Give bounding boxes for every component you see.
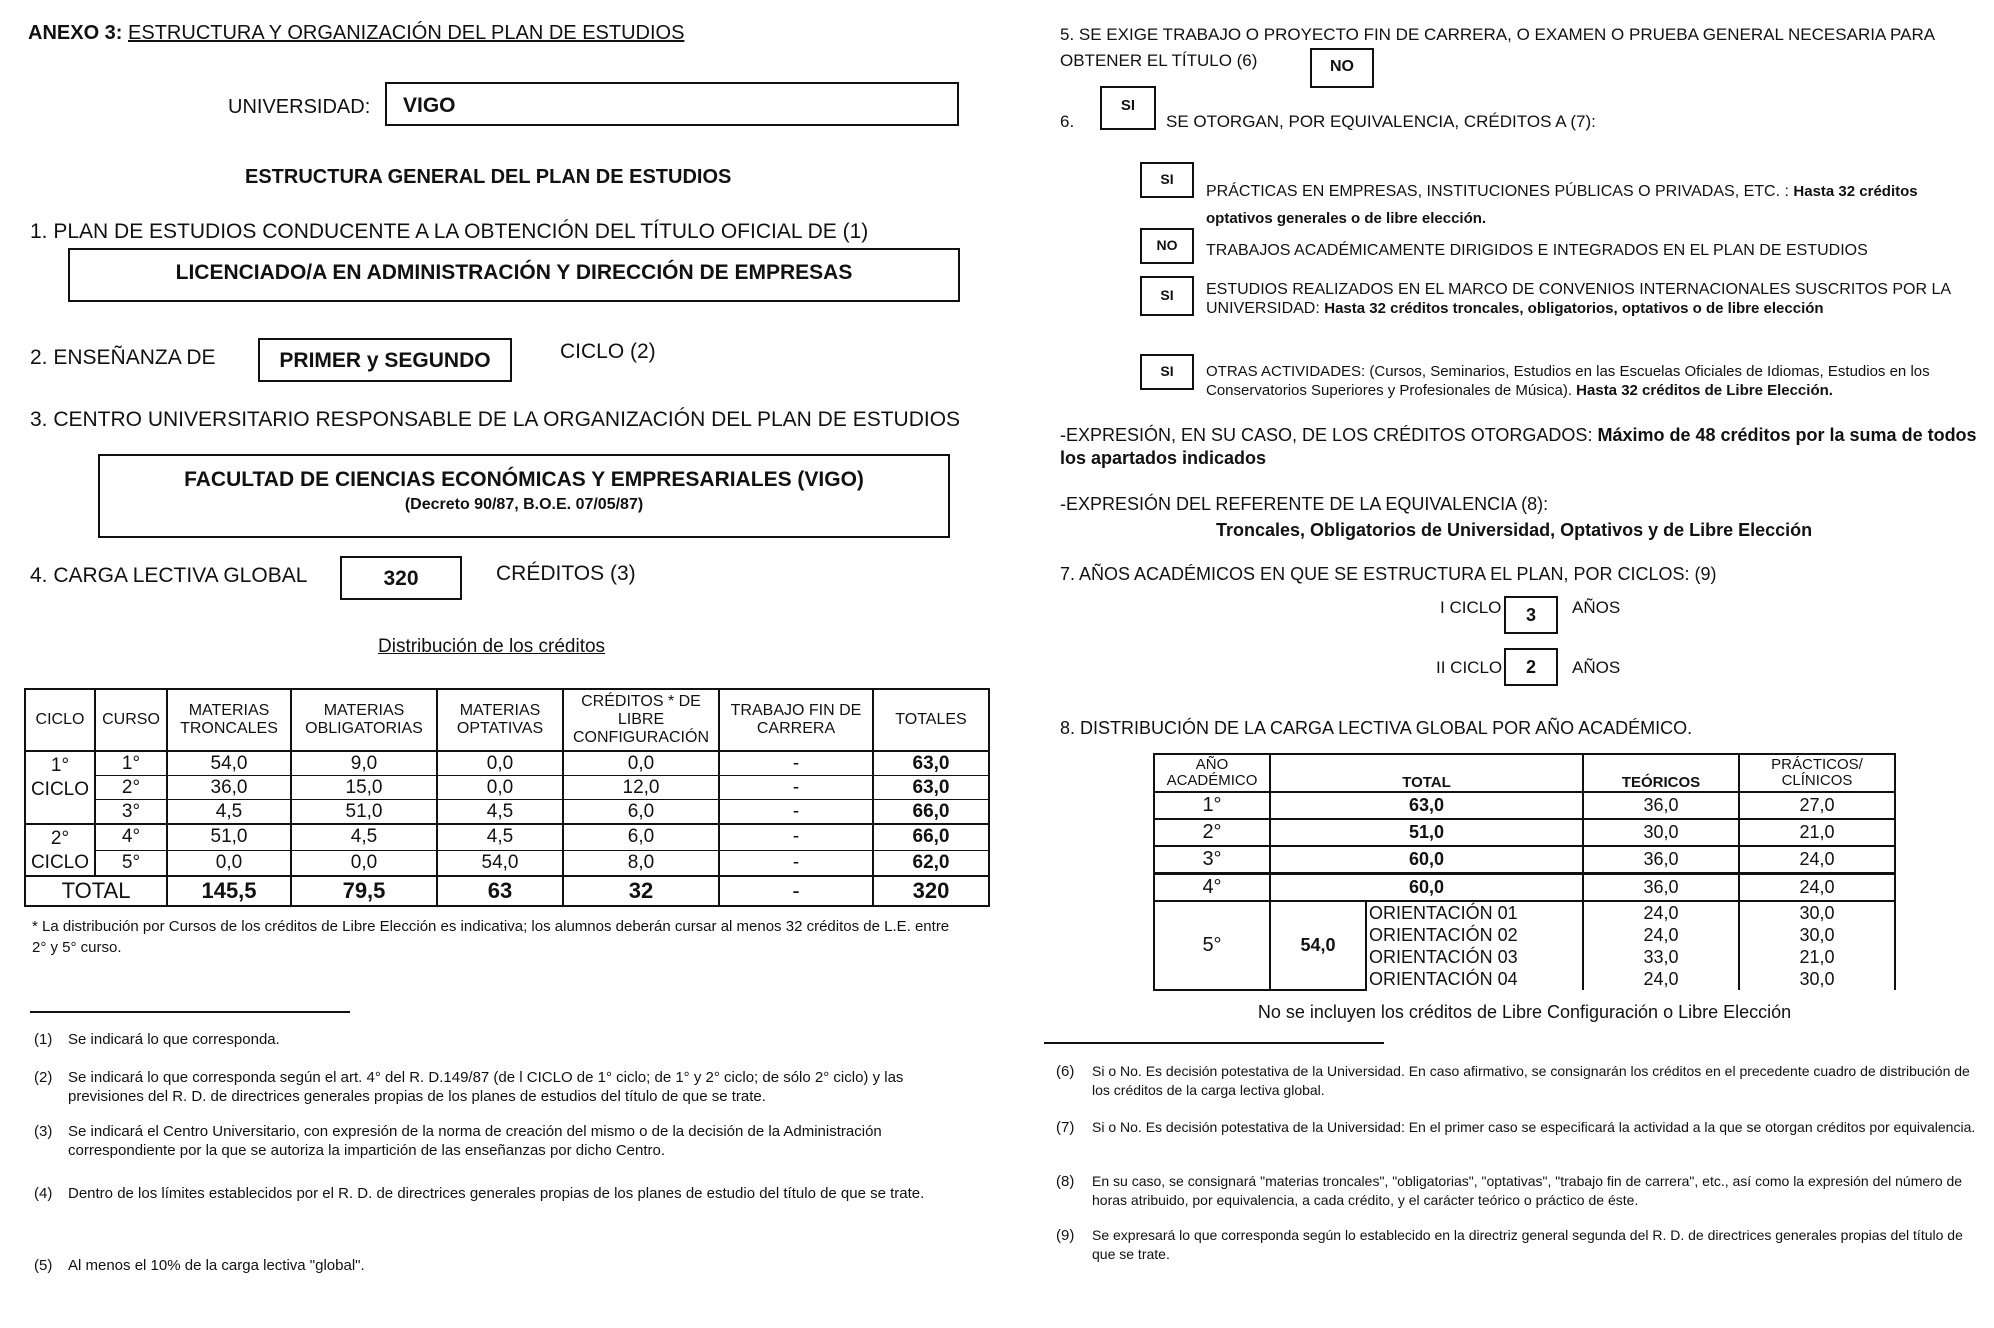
table-row (25, 751, 989, 776)
global-credits: 320 (383, 567, 419, 590)
footnote-number: (3) (34, 1123, 53, 1140)
total-cell: 63,0 (1270, 792, 1583, 819)
university-value: VIGO (403, 94, 456, 117)
obligatorias-cell: 4,5 (291, 824, 437, 850)
footnote-text: Si o No. Es decisión potestativa de la Universidad. En caso afirmativo, se consignarán los créditos en el precedente cuadro de distribución de los créditos de la carga lectiva global. (1092, 1063, 1970, 1098)
table-row (25, 800, 989, 825)
cycle1-unit: AÑOS (1572, 598, 1621, 617)
troncales-cell: 51,0 (167, 824, 291, 850)
totales-cell: 66,0 (873, 824, 989, 850)
totales-cell: 63,0 (873, 776, 989, 800)
option3-text (1206, 280, 1988, 318)
option1-label: PRÁCTICAS EN EMPRESAS, INSTITUCIONES PÚBLICAS O PRIVADAS, ETC. : (1206, 183, 1789, 200)
footnote-number: (4) (34, 1185, 53, 1202)
option1-text (1206, 178, 1986, 232)
trabajo-cell: - (719, 751, 873, 776)
footnote-7 (1056, 1118, 1986, 1158)
footnote-text: Se expresará lo que corresponda según lo establecido en la directriz general segunda del R. D. de directrices generales propias del título de que se trate. (1092, 1227, 1963, 1262)
orientation-list (1366, 901, 1583, 990)
item1-label: 1. PLAN DE ESTUDIOS CONDUCENTE A LA OBTENCIÓN DEL TÍTULO OFICIAL DE (1) (30, 220, 869, 243)
total-cell: 51,0 (1270, 819, 1583, 846)
cycle1-cell: 1° CICLO (25, 751, 95, 824)
expression-referent-label: -EXPRESIÓN DEL REFERENTE DE LA EQUIVALENCIA (8): (1060, 494, 1549, 514)
footnote-text: En su caso, se consignará "materias troncales", "obligatorias", "optativas", "trabajo fin de carrera", etc., así como la expresión del número de horas atribuido, por equivalencia, a cada crédito, y el carácter teórico o práctico de éste. (1092, 1173, 1963, 1208)
trabajo-cell: - (719, 824, 873, 850)
optativas-cell: 54,0 (437, 850, 563, 876)
table-row (1154, 846, 1895, 874)
col-header-trabajo: TRABAJO FIN DE CARRERA (719, 689, 873, 751)
item6-box (1100, 86, 1156, 130)
table-row (25, 850, 989, 876)
teoricos-cell: 33,0 (1643, 947, 1679, 967)
totales-cell: 63,0 (873, 751, 989, 776)
item1-box (68, 248, 960, 302)
option3-value: SI (1160, 287, 1174, 303)
footnote-divider-right (1044, 1042, 1384, 1044)
annex-title: ESTRUCTURA Y ORGANIZACIÓN DEL PLAN DE ESTUDIOS (128, 22, 685, 44)
table-row (1154, 874, 1895, 902)
col-header-ciclo: CICLO (25, 689, 95, 751)
total-cell: 54,0 (1270, 901, 1366, 990)
table-row (1154, 819, 1895, 846)
cycle2-cell: 2° CICLO (25, 824, 95, 876)
practicos-cell: 21,0 (1799, 947, 1835, 967)
optativas-cell: 4,5 (437, 800, 563, 825)
optativas-cell: 0,0 (437, 751, 563, 776)
trabajo-cell: - (719, 800, 873, 825)
col-header-curso: CURSO (95, 689, 167, 751)
total-optativas: 63 (437, 876, 563, 906)
faculty-decree: (Decreto 90/87, B.O.E. 07/05/87) (404, 496, 644, 513)
teoricos-cell: 24,0 (1643, 969, 1679, 989)
table-row (1154, 792, 1895, 819)
obligatorias-cell: 0,0 (291, 850, 437, 876)
libre-cell: 8,0 (563, 850, 719, 876)
total-cell: 60,0 (1270, 846, 1583, 874)
option4-box (1140, 354, 1194, 390)
option2-box (1140, 228, 1194, 264)
libre-cell: 6,0 (563, 800, 719, 825)
item6-num: 6. (1060, 112, 1075, 131)
expression-referent-value: Troncales, Obligatorios de Universidad, Optativos y de Libre Elección (1216, 520, 1813, 540)
expression-credits-value: Máximo de 48 créditos por la suma de todos los apartados indicados (1060, 425, 1977, 468)
item2-label: 2. ENSEÑANZA DE (30, 346, 216, 369)
footnote-6 (1056, 1062, 1986, 1102)
optativas-cell: 0,0 (437, 776, 563, 800)
totales-cell: 62,0 (873, 850, 989, 876)
curso-cell: 3° (95, 800, 167, 825)
footnote-text: Se indicará el Centro Universitario, con expresión de la norma de creación del mismo o de la decisión de la Administración correspondiente por la que se autoriza la impartición de las enseñanzas por dicho Centro. (68, 1123, 882, 1159)
libre-cell: 6,0 (563, 824, 719, 850)
expression-credits (1060, 424, 1988, 470)
troncales-cell: 36,0 (167, 776, 291, 800)
totales-cell: 66,0 (873, 800, 989, 825)
col-header-total: TOTAL (1270, 754, 1583, 792)
table-row-fifth (1154, 901, 1895, 990)
year-cell: 4° (1154, 874, 1270, 902)
curso-cell: 2° (95, 776, 167, 800)
year-cell: 2° (1154, 819, 1270, 846)
obligatorias-cell: 51,0 (291, 800, 437, 825)
footnote-number: (8) (1056, 1173, 1075, 1190)
distribution-note: * La distribución por Cursos de los créditos de Libre Elección es indicativa; los alumnos deberán cursar al menos 32 créditos de L.E. entre 2° y 5° curso. (32, 918, 950, 956)
footnote-text: Se indicará lo que corresponda. (68, 1031, 280, 1048)
total-cell: 60,0 (1270, 874, 1583, 902)
item4-box (340, 556, 462, 600)
col-header-year: AÑO ACADÉMICO (1154, 754, 1270, 792)
year-cell: 5° (1154, 901, 1270, 990)
table-row (25, 824, 989, 850)
footnote-text: Dentro de los límites establecidos por el R. D. de directrices generales propias de los planes de estudio del título de que se trate. (68, 1185, 925, 1202)
option4-text (1206, 362, 1988, 400)
orientation-name: ORIENTACIÓN 03 (1369, 947, 1518, 967)
col-header-totales: TOTALES (873, 689, 989, 751)
footnote-8 (1056, 1172, 1986, 1212)
col-header-obligatorias: MATERIAS OBLIGATORIAS (291, 689, 437, 751)
cycle2-unit: AÑOS (1572, 658, 1621, 677)
troncales-cell: 54,0 (167, 751, 291, 776)
trabajo-cell: - (719, 776, 873, 800)
total-troncales: 145,5 (167, 876, 291, 906)
practicos-cell: 27,0 (1739, 792, 1895, 819)
faculty-name: FACULTAD DE CIENCIAS ECONÓMICAS Y EMPRESARIALES (VIGO) (184, 468, 864, 491)
footnote-number: (7) (1056, 1119, 1075, 1136)
footnote-text: Se indicará lo que corresponda según el art. 4° del R. D.149/87 (de l CICLO de 1° ciclo; de 1° y 2° ciclo; de sólo 2° ciclo) y las previsiones del R. D. de directrices generales propias de los planes de estudios del título de que se trate. (68, 1069, 904, 1105)
option3-label: ESTUDIOS REALIZADOS EN EL MARCO DE CONVENIOS INTERNACIONALES SUSCRITOS POR LA UNIVERSIDAD: (1206, 281, 1951, 317)
year-cell: 3° (1154, 846, 1270, 874)
cycle2-label: II CICLO (1436, 658, 1503, 677)
curso-cell: 4° (95, 824, 167, 850)
item5-box (1310, 48, 1374, 88)
total-trabajo: - (719, 876, 873, 906)
item2-suffix: CICLO (2) (560, 340, 656, 363)
footnote-4 (34, 1184, 974, 1224)
col-header-teoricos: TEÓRICOS (1583, 754, 1739, 792)
university-label: UNIVERSIDAD: (228, 96, 371, 118)
item6-text: SE OTORGAN, POR EQUIVALENCIA, CRÉDITOS A (7): (1166, 112, 1596, 131)
annex-heading (28, 22, 684, 45)
item4-label: 4. CARGA LECTIVA GLOBAL (30, 564, 308, 587)
footnote-text: Al menos el 10% de la carga lectiva "global". (68, 1257, 365, 1274)
year-table-note: No se incluyen los créditos de Libre Configuración o Libre Elección (1257, 1002, 1792, 1022)
university-box (385, 82, 959, 126)
cycle-value: PRIMER y SEGUNDO (279, 349, 491, 372)
optativas-cell: 4,5 (437, 824, 563, 850)
general-heading: ESTRUCTURA GENERAL DEL PLAN DE ESTUDIOS (245, 166, 732, 188)
footnote-number: (6) (1056, 1063, 1075, 1080)
total-label: TOTAL (25, 876, 167, 906)
col-header-practicos: PRÁCTICOS/ CLÍNICOS (1739, 754, 1895, 792)
option3-box (1140, 276, 1194, 316)
annex-label: ANEXO 3: (28, 22, 123, 44)
item4-suffix: CRÉDITOS (3) (496, 562, 636, 585)
footnote-number: (9) (1056, 1227, 1075, 1244)
libre-cell: 12,0 (563, 776, 719, 800)
total-row (25, 876, 989, 906)
option4-label: OTRAS ACTIVIDADES: (Cursos, Seminarios, Estudios en las Escuelas Oficiales de Idiomas, Estudios en los Conservatorios Superiores y Profesionales de Música). (1206, 363, 1930, 399)
teoricos-cell: 36,0 (1583, 874, 1739, 902)
degree-title: LICENCIADO/A EN ADMINISTRACIÓN Y DIRECCIÓN DE EMPRESAS (175, 261, 853, 284)
cycle1-box (1504, 596, 1558, 634)
item5-text: 5. SE EXIGE TRABAJO O PROYECTO FIN DE CARRERA, O EXAMEN O PRUEBA GENERAL NECESARIA PARA OBTENER EL TÍTULO (6) (1060, 25, 1935, 70)
footnote-text: Si o No. Es decisión potestativa de la Universidad: En el primer caso se especificará la actividad a la que se otorgan créditos por equivalencia. (1092, 1119, 1976, 1135)
footnote-number: (1) (34, 1031, 53, 1048)
teoricos-cell: 36,0 (1583, 846, 1739, 874)
footnote-2 (34, 1068, 974, 1108)
practicos-cell: 30,0 (1799, 969, 1835, 989)
option3-detail: Hasta 32 créditos troncales, obligatorios, optativos o de libre elección (1324, 300, 1824, 317)
option2-value: NO (1156, 237, 1178, 253)
libre-cell: 0,0 (563, 751, 719, 776)
item5-value: NO (1330, 58, 1354, 75)
orientation-teoricos (1583, 901, 1739, 990)
practicos-cell: 30,0 (1799, 925, 1835, 945)
teoricos-cell: 24,0 (1643, 925, 1679, 945)
trabajo-cell: - (719, 850, 873, 876)
credit-distribution-table (24, 688, 990, 907)
col-header-troncales: MATERIAS TRONCALES (167, 689, 291, 751)
year-cell: 1° (1154, 792, 1270, 819)
footnote-9 (1056, 1226, 1986, 1266)
obligatorias-cell: 15,0 (291, 776, 437, 800)
cycle2-years: 2 (1525, 657, 1536, 677)
item7-text: 7. AÑOS ACADÉMICOS EN QUE SE ESTRUCTURA EL PLAN, POR CICLOS: (9) (1060, 564, 1717, 584)
option4-value: SI (1160, 363, 1174, 379)
orientation-practicos (1739, 901, 1895, 990)
practicos-cell: 30,0 (1799, 903, 1835, 923)
year-distribution-table (1153, 753, 1896, 991)
orientation-name: ORIENTACIÓN 04 (1369, 969, 1518, 989)
total-libre: 32 (563, 876, 719, 906)
item6-value: SI (1120, 97, 1136, 114)
obligatorias-cell: 9,0 (291, 751, 437, 776)
col-header-libre: CRÉDITOS * DE LIBRE CONFIGURACIÓN (563, 689, 719, 751)
cycle1-years: 3 (1525, 605, 1536, 625)
col-header-optativas: MATERIAS OPTATIVAS (437, 689, 563, 751)
option1-detail: Hasta 32 créditos optativos generales o de libre elección. (1206, 183, 1918, 227)
table-row (25, 776, 989, 800)
total-totales: 320 (873, 876, 989, 906)
expression-credits-label: -EXPRESIÓN, EN SU CASO, DE LOS CRÉDITOS OTORGADOS: (1060, 425, 1593, 445)
total-obligatorias: 79,5 (291, 876, 437, 906)
option4-detail: Hasta 32 créditos de Libre Elección. (1576, 382, 1833, 399)
footnote-3 (34, 1122, 974, 1162)
practicos-cell: 24,0 (1739, 846, 1895, 874)
teoricos-cell: 24,0 (1643, 903, 1679, 923)
distribution-title: Distribución de los créditos (378, 636, 606, 657)
option1-value: SI (1160, 171, 1174, 187)
practicos-cell: 21,0 (1739, 819, 1895, 846)
orientation-name: ORIENTACIÓN 02 (1369, 925, 1518, 945)
practicos-cell: 24,0 (1739, 874, 1895, 902)
footnote-number: (2) (34, 1069, 53, 1086)
footnote-divider-left (30, 1011, 350, 1013)
troncales-cell: 0,0 (167, 850, 291, 876)
option2-text: TRABAJOS ACADÉMICAMENTE DIRIGIDOS E INTEGRADOS EN EL PLAN DE ESTUDIOS (1206, 242, 1868, 259)
item8-text: 8. DISTRIBUCIÓN DE LA CARGA LECTIVA GLOBAL POR AÑO ACADÉMICO. (1060, 718, 1693, 738)
curso-cell: 5° (95, 850, 167, 876)
cycle1-label: I CICLO (1440, 598, 1502, 617)
teoricos-cell: 36,0 (1583, 792, 1739, 819)
option1-box (1140, 162, 1194, 198)
orientation-name: ORIENTACIÓN 01 (1369, 903, 1518, 923)
curso-cell: 1° (95, 751, 167, 776)
teoricos-cell: 30,0 (1583, 819, 1739, 846)
cycle2-box (1504, 648, 1558, 686)
item2-box (258, 338, 512, 382)
item3-box (98, 454, 950, 538)
item3-label: 3. CENTRO UNIVERSITARIO RESPONSABLE DE LA ORGANIZACIÓN DEL PLAN DE ESTUDIOS (30, 408, 961, 431)
troncales-cell: 4,5 (167, 800, 291, 825)
footnote-number: (5) (34, 1257, 53, 1274)
